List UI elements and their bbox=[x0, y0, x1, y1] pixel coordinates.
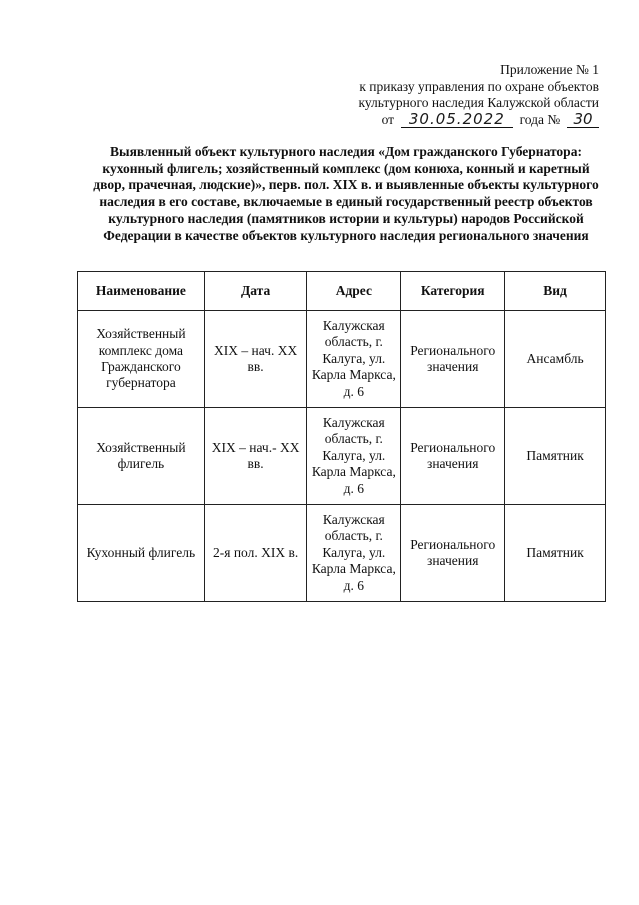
table-row bbox=[78, 311, 606, 408]
order-authority: культурного наследия Калужской области bbox=[358, 95, 599, 110]
table-header-row bbox=[78, 272, 606, 311]
cell-name: Хозяйственный флигель bbox=[78, 408, 205, 505]
cell-type: Памятник bbox=[505, 408, 606, 505]
cell-category: Регионального значения bbox=[401, 311, 505, 408]
table-row bbox=[78, 505, 606, 602]
appendix-number: Приложение № 1 bbox=[500, 62, 599, 77]
from-label: от bbox=[381, 111, 395, 127]
cell-address: Калужская область, г. Калуга, ул. Карла Маркса, д. 6 bbox=[307, 311, 401, 408]
cell-date: XIX – нач. XX вв. bbox=[204, 311, 307, 408]
cell-type: Ансамбль bbox=[505, 311, 606, 408]
table-row bbox=[78, 408, 606, 505]
cell-address: Калужская область, г. Калуга, ул. Карла Маркса, д. 6 bbox=[307, 408, 401, 505]
cell-date: XIX – нач.- XX вв. bbox=[204, 408, 307, 505]
column-header-type: Вид bbox=[505, 272, 606, 311]
cell-name: Кухонный флигель bbox=[78, 505, 205, 602]
cell-name: Хозяйственный комплекс дома Гражданского губернатора bbox=[78, 311, 205, 408]
column-header-category: Категория bbox=[401, 272, 505, 311]
year-number-label: года № bbox=[519, 111, 561, 127]
cell-address: Калужская область, г. Калуга, ул. Карла Маркса, д. 6 bbox=[307, 505, 401, 602]
column-header-name: Наименование bbox=[78, 272, 205, 311]
heritage-objects-table bbox=[77, 271, 606, 602]
order-reference: к приказу управления по охране объектов bbox=[359, 78, 599, 94]
order-date: 30.05.2022 bbox=[401, 112, 513, 128]
appendix-header bbox=[358, 62, 599, 128]
order-number: 30 bbox=[567, 112, 599, 128]
cell-category: Регионального значения bbox=[401, 505, 505, 602]
cell-date: 2-я пол. XIX в. bbox=[204, 505, 307, 602]
order-date-line bbox=[358, 109, 599, 129]
document-title: Выявленный объект культурного наследия «Дом гражданского Губернатора: кухонный флигель; хозяйственный комплекс (дом конюха, конный и каретный двор, прачечная, людские)», перв. пол. XIX в. и выявленные объекты культурного наследия в его составе, включаемые в единый государственный реестр объектов культурного наследия (памятников истории и культуры) народов Российской Федерации в качестве объектов культурного наследия регионального значения bbox=[93, 144, 599, 243]
cell-category: Регионального значения bbox=[401, 408, 505, 505]
column-header-address: Адрес bbox=[307, 272, 401, 311]
column-header-date: Дата bbox=[204, 272, 307, 311]
cell-type: Памятник bbox=[505, 505, 606, 602]
